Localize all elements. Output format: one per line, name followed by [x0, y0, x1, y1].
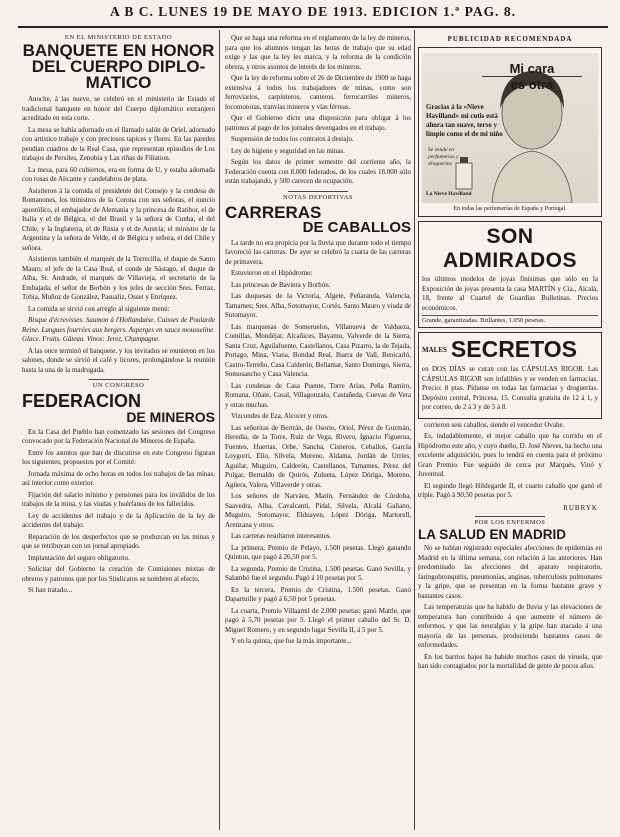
article-salud [418, 544, 602, 672]
column-rule-2 [414, 30, 415, 830]
divider [288, 191, 348, 192]
ad-secretos [418, 332, 602, 419]
paragraph: Jornada máxima de ocho horas en todos los trabajos de las minas, así interior como exterior. [22, 469, 215, 488]
paragraph: Implantación del seguro obligatorio. [28, 553, 130, 562]
paragraph: Las señoritas de Bertrán, de Osorio, Oriol, Pérez de Guzmán, Heredia, de la Torre, Ruiz de Vega, Rivero, Ignacio Figueroa, Fuentes, Huertas, Orbe, Sancha, Cisneros, Ceballos, García Loygorri, Elío, Silvela, Moreno, Aldama, Jordán de Urríes, Aguilar, Muguiro, Calderón, Castellanos, Tamames, Pérez del Pulgar, Bernaldo de Quirós, Zulueta, López Dóriga, Moreno, Agüera, Valera, Villaverde y otras. [225, 423, 411, 489]
ad-title-1: Mi cara [482, 61, 582, 77]
paragraph: Y en la quinta, que fue la más importante... [231, 637, 352, 646]
paragraph: En la tercera, Premio de Cristina, 1.500 pesetas. Ganó Dapartuille y pagó á 6,50 por 5 pesetas. [225, 585, 411, 604]
ad-product: La Nieve Havilland [426, 191, 472, 197]
header-text: A B C. LUNES 19 DE MAYO DE 1913. EDICION 1.ª PAG. 8. [110, 4, 516, 19]
paragraph: Que el Gobierno dicte una disposición para obligar á los patronos al pago de los jornales devengados en el trabajo. [225, 114, 411, 132]
paragraph: Las temperaturas que ha habido de lluvia y las elevaciones de temperatura han contribuido á que aumente el número de enfermos, y que las neuralgias y la gripe han atacado á una mayoría de las personas, produciendo bastantes casos de enfermedades. [418, 603, 602, 650]
headline-federacion: FEDERACION [22, 391, 142, 412]
paragraph: Los señores de Narváez, Marín, Fernández de Córdoba, Saavedra, Alba, Cavalcanti, Pidal, Silvela, Alcalá Galiano, Muguiro, Sotomayor, Elduayen, López Dóriga, Martorell, Arenzana y otros. [225, 492, 411, 529]
paragraph: Ley de accidentes del trabajo y de la Aplicación de la ley de accidentes del trabajo. [22, 511, 215, 530]
paragraph: Bisque d'écrevisses. Saumon à l'Hollandaise. Cuisses de Poularde Reine. Langues fourrées aux bergers. Asperges en sauce mousseline. Glace. Fruits. Gâteau. Vinos: Jerez, Champagne. [22, 316, 215, 344]
divider [89, 379, 149, 380]
column-2 [225, 32, 411, 649]
paragraph: Fijación del salario mínimo y pensiones para los inválidos de los trabajos de la mina, y las viudas y huérfanos de los fallecidos. [22, 490, 215, 509]
article-mineros-cont [225, 34, 411, 187]
section-label-publicidad: PUBLICIDAD RECOMENDADA [447, 35, 573, 43]
paragraph: La comida se sirvió con arreglo al siguiente menú: [28, 304, 170, 313]
paragraph: Las duquesas de la Victoria, Algete, Peñaranda, Valencia, Tamames; Sres. Alba, Sotomayor, Cortés, Santo Mauro y viuda de Sotomayor. [225, 292, 411, 320]
column-3 [418, 32, 602, 674]
paragraph: Las marquesas de Someruelos, Villanueva de Valdueza, Comillas, Mondéjar, Alcañices, Bayamo, Valverde de la Sierra, Santa Cruz, Aguilafuente, Castellanos, Casa Pizarro, la de Tejada, Portago, Mina, Viana, Bondad Real, Ibarra de Vall, Benicarló, Castro-Terreño, Casa Calderón, Bellamar, Santo Domingo, Sierra, Somosancho y Casa Valencia. [225, 322, 411, 379]
paragraph: La cuarta, Premio Villaamil de 2.000 pesetas; ganó Mattle, que pagó á 5,70 pesetas por 5. Llegó el primer caballo del Sr. D. Miguel Romero, y en segundo lugar Sevilla II, á 5 por 5. [225, 606, 411, 634]
article-mineros [22, 428, 215, 596]
ad-footer: En todas las perfumerías de España y Portugal. [453, 206, 567, 212]
paragraph: Solicitar del Gobierno la creación de Comisiones mixtas de obreros y patronos que por los Sindicatos se nombren al efecto. [22, 565, 215, 583]
paragraph: Según los datos de primer semestre del corriente año, la Federación cuenta con 8.000 federados, de los cuales 18.000 sólo están trabajando, y 500 carecen de ocupación. [225, 158, 411, 185]
ad-note: Se vende en perfumerías y droguerías [428, 147, 459, 167]
ad-copy: en DOS DÍAS se curan con las CÁPSULAS RIGOR. Las CÁPSULAS RIGOR son infalibles y se venden en farmacias. Precio: 8 ptas. Pídanse en todas las farmacias y droguerías. Depósito central, Princesa, 15. Consulta gratuita de 12 á 1, y por correo, de 2 á 3 y de 5 á 8. [422, 365, 598, 411]
paragraph: La primera, Premio de Pelayo, 1.500 pesetas. Llegó ganando Quinton, que pagó á 26,50 por 5. [225, 543, 411, 562]
paragraph: Que la ley de reforma sobre el 26 de Diciembre de 1909 se haga extensiva á todos los trabajadores de minas, como son ferroviarios, carpinteros, canteros, ferrocarriles mineros, locomotoras, tranvías mineros y vías férreas. [225, 74, 411, 111]
headline-carreras: CARRERAS [225, 202, 322, 222]
headline-mineros: DE MINEROS [126, 408, 215, 425]
paragraph: Ley de higiene y seguridad en las minas. [231, 146, 345, 155]
paragraph: Las condesas de Casa Puente, Torre Arias, Peña Ramiro, Romana, Oñate, Casal, Villagonzalo, Castañeda, Cuevas de Vera y otras muchas. [225, 381, 411, 409]
article-carreras-cont [418, 421, 602, 501]
paragraph: La segunda, Premio de Cristina, 1.500 pesetas. Ganó Sevilla, y Salambó fue el segundo. Pagó á 10 pesetas por 5. [225, 564, 411, 583]
paragraph: Las carreras resultaron interesantes. [231, 532, 332, 541]
paragraph: Las princesas de Baviera y Borbón. [231, 280, 331, 289]
ad-title: SECRETOS [450, 336, 578, 362]
paragraph: En los barrios bajos ha habido muchos casos de viruela, que han sido contagiados por la mortalidad de gente de pocos años. [418, 652, 602, 671]
paragraph: Anoche, á las nueve, se celebró en el ministerio de Estado el tradicional banquete en honor del Cuerpo diplomático extranjero acreditado en esta corte. [22, 95, 215, 123]
headline-banquete: BANQUETE EN HONOR DEL CUERPO DIPLO- MATICO [22, 41, 215, 93]
ad-title-box [482, 61, 582, 92]
ad-copy: los últimos modelos de joyas finísimas que sólo en la Exposición de joyas presenta la casa MARTÍN y Cía., Alcalá, 18, frente al Cuartel de Guardias Bulletinas. Precios económicos. [422, 275, 598, 312]
article-banquete [22, 95, 215, 375]
divider [475, 516, 545, 517]
ad-footer: Grande, garantizadas. Brillantes, 1.050 pesetas. [422, 315, 598, 324]
ad-portrait [422, 53, 598, 203]
paragraph: Entre los asuntos que han de discutirse en este Congreso figuran los siguientes, propuestos por el Comité: [22, 448, 215, 467]
paragraph: A las once terminó el banquete, y los invitados se reunieron en los salones, donde se sirvió el café y licores, prolongándose la reunión hasta la una de la madrugada. [22, 346, 215, 374]
article-carreras [225, 239, 411, 647]
page-header [18, 4, 608, 28]
section-label-congreso: UN CONGRESO [92, 382, 145, 390]
section-label-estado: EN EL MINISTERIO DE ESTADO [64, 34, 173, 41]
ad-copy: Gracias á la «Nieve Havilland» mi cutis está ahora tan suave, terso y limpio como el de mi niño [426, 103, 503, 138]
ad-son-admirados [418, 221, 602, 328]
paragraph: Estuvieron en el Hipódromo: [231, 269, 313, 278]
paragraph: La mesa se había adornado en el llamado salón de Oriel, adornado con artístico trabajo y con preciosos tapices y flores. En las paredes pendían cuadros de la Real Casa, que representan episodios de Los trabajos de Persiles, Zenobia y Las riñas de Filiation. [22, 125, 215, 163]
section-label-enfermos: POR LOS ENFERMOS [474, 518, 546, 526]
ad-title-2: es otra [510, 77, 554, 92]
ad-label: MALES [422, 345, 447, 354]
paragraph: Reparación de los desperfectos que se produzcan en las minas y que se retribuyan con un jornal apropiado. [22, 532, 215, 551]
paragraph: Asistieron á la comida el presidente del Consejo y la condesa de Romanones, los ministros de la Corona con sus señoras, el nuncio apostólico, el embajador de Alemania y la princesa de Ratibor, el de Italia y el de Bélgica, el del Brasil y la señora de Cunha, el del Chile, y la Inglaterra, el de Rusia y el de Austria; el ministro de la Argentina y la señora de Velde, el de Bélgica y señora, el del Chile y señora. [22, 186, 215, 252]
headline-salud: LA SALUD EN MADRID [418, 526, 566, 542]
author-signature: RUBRYK [563, 503, 598, 512]
paragraph: La tarde no era propicia por la lluvia que durante todo el tiempo favoreció las carreras. De ayer se celebró la cuarta de las carreras de primavera. [225, 238, 411, 266]
paragraph: Es, indudablemente, el mejor caballo que ha corrido en el Hipódromo este año, y cuyo dueño, D. José Nieves, ha hecho una excelente adquisición, pues lo tendrá en cuenta para el próximo Gran Premio. Fue seguido de cerca por Marqués, Vinó y Juventud. [418, 432, 602, 478]
paragraph: Que se haga una reforma en el reglamento de la ley de mineros, para que los alumnos tengan las horas de trabajo que su edad exige y las que la ley les marca, y la reforma de la condición obrera, y otros asuntos de interés de los mineros. [225, 34, 411, 71]
column-1 [22, 32, 215, 598]
paragraph: Vizcondes de Eza, Alcocer y otros. [231, 412, 329, 421]
paragraph: Asistieron también el marqués de la Torrecilla, el duque de Santo Mauro, el jefe de la Casa Real, el conde de Sástago, el duque de Alba, Sr. Andrade, el marqués de Villavieja, el secretario de la Embajada, el señor de Borbón y los jefes de sección Sres. Ferraz, Tobia, Muñoz de González, Pasualiz, Osset y Enríquez. [22, 255, 215, 302]
section-label-deportivas: NOTAS DEPORTIVAS [283, 193, 353, 201]
paragraph: El segundo llegó Hildegarde II, el cuarto caballo que ganó el triple. Pagó á 90,50 pesetas por 5. [418, 481, 602, 499]
paragraph: La mesa, para 60 cubiertos, era en forma de U, y estaba adornada con rosas de Alicante y candelabros de plata. [22, 165, 215, 184]
paragraph: Suspensión de todos los contratos á destajo. [231, 135, 354, 143]
headline-caballos: DE CABALLOS [302, 218, 411, 236]
column-rule-1 [219, 30, 220, 830]
paragraph: corrieron seis caballos, siendo el vencedor Ovahe. [424, 420, 565, 429]
paragraph: No se habían registrado especiales afecciones de epidemias en Madrid en la última semana, con relación á las anteriores. Han predominado las afecciones del aparato respiratorio, faringobronquitis, pneumonías, anginas, tuberculosis pulmonares y la gripe, que se presentan en la forma bastante grave y bastantes casos. [418, 544, 602, 600]
ad-title: SON ADMIRADOS [443, 225, 577, 272]
paragraph: Si han tratado... [28, 586, 73, 595]
paragraph: En la Casa del Pueblo han comenzado las sesiones del Congreso convocado por la Federación Nacional de Mineros de España. [22, 427, 215, 446]
ad-nieve-havilland [418, 47, 602, 217]
